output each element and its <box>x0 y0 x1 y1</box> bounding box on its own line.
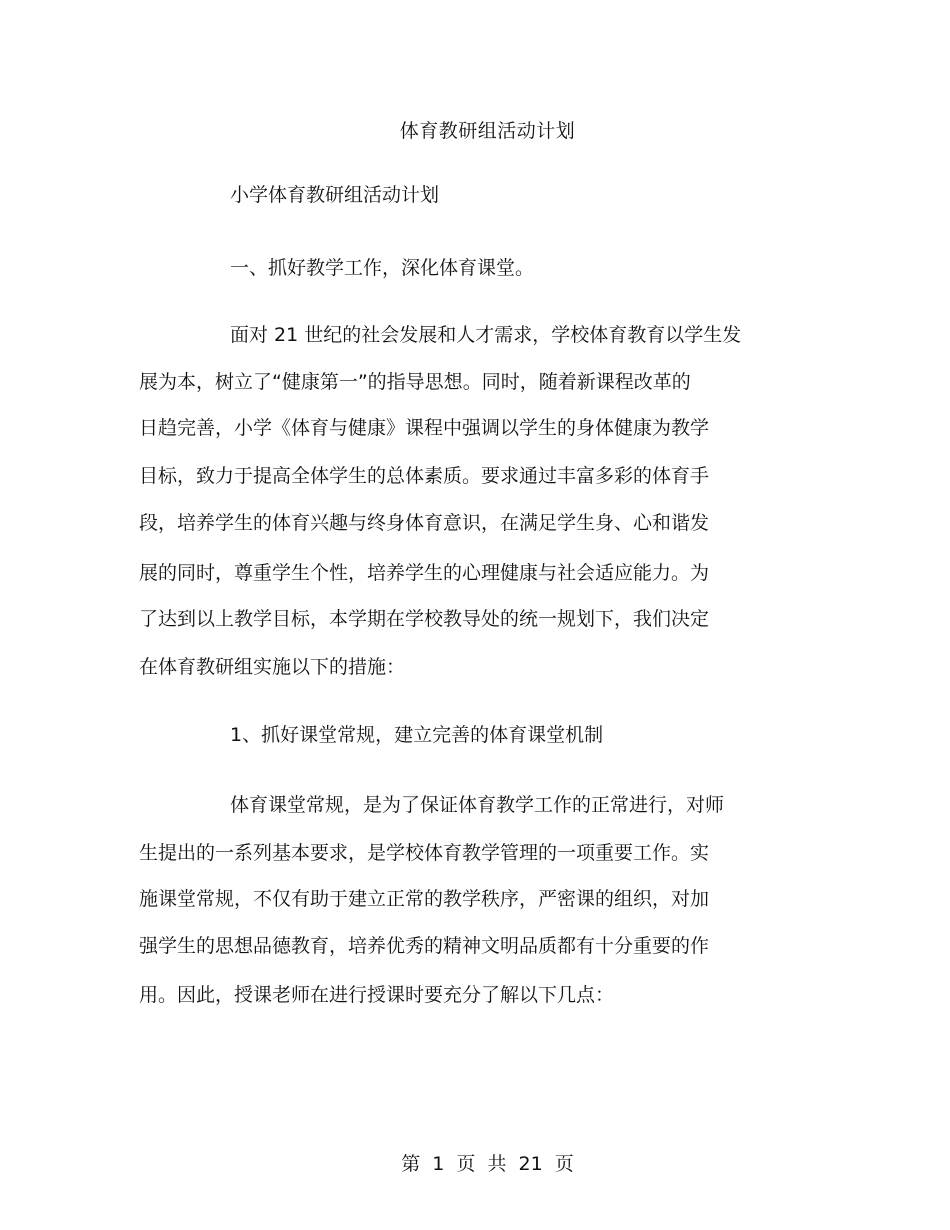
paragraph-line: 面对 21 世纪的社会发展和人才需求，学校体育教育以学生发 <box>230 324 742 346</box>
paragraph-line: 用。因此，授课老师在进行授课时要充分了解以下几点： <box>139 984 615 1006</box>
page-number-footer: 第 1 页 共 21 页 <box>401 1153 574 1175</box>
paragraph-line: 体育课堂常规，是为了保证体育教学工作的正常进行，对师 <box>230 794 725 816</box>
paragraph-line: 了达到以上教学目标，本学期在学校教导处的统一规划下，我们决定 <box>139 608 710 630</box>
paragraph-line: 段，培养学生的体育兴趣与终身体育意识，在满足学生身、心和谐发 <box>139 512 710 534</box>
paragraph-line: 生提出的一系列基本要求，是学校体育教学管理的一项重要工作。实 <box>139 842 710 864</box>
section-heading: 一、抓好教学工作，深化体育课堂。 <box>230 257 535 279</box>
document-subtitle: 小学体育教研组活动计划 <box>230 184 440 206</box>
document-title: 体育教研组活动计划 <box>399 120 576 142</box>
paragraph-line: 施课堂常规，不仅有助于建立正常的教学秩序，严密课的组织，对加 <box>139 888 710 910</box>
paragraph-line: 日趋完善，小学《体育与健康》课程中强调以学生的身体健康为教学 <box>139 417 710 439</box>
paragraph-line: 在体育教研组实施以下的措施： <box>139 656 406 678</box>
paragraph-line: 展的同时，尊重学生个性，培养学生的心理健康与社会适应能力。为 <box>139 562 710 584</box>
paragraph-line: 强学生的思想品德教育，培养优秀的精神文明品质都有十分重要的作 <box>139 935 710 957</box>
subheading-1: 1、抓好课堂常规，建立完善的体育课堂机制 <box>230 724 604 746</box>
paragraph-line: 展为本，树立了“健康第一”的指导思想。同时，随着新课程改革的 <box>139 371 691 393</box>
paragraph-line: 目标，致力于提高全体学生的总体素质。要求通过丰富多彩的体育手 <box>139 465 710 487</box>
